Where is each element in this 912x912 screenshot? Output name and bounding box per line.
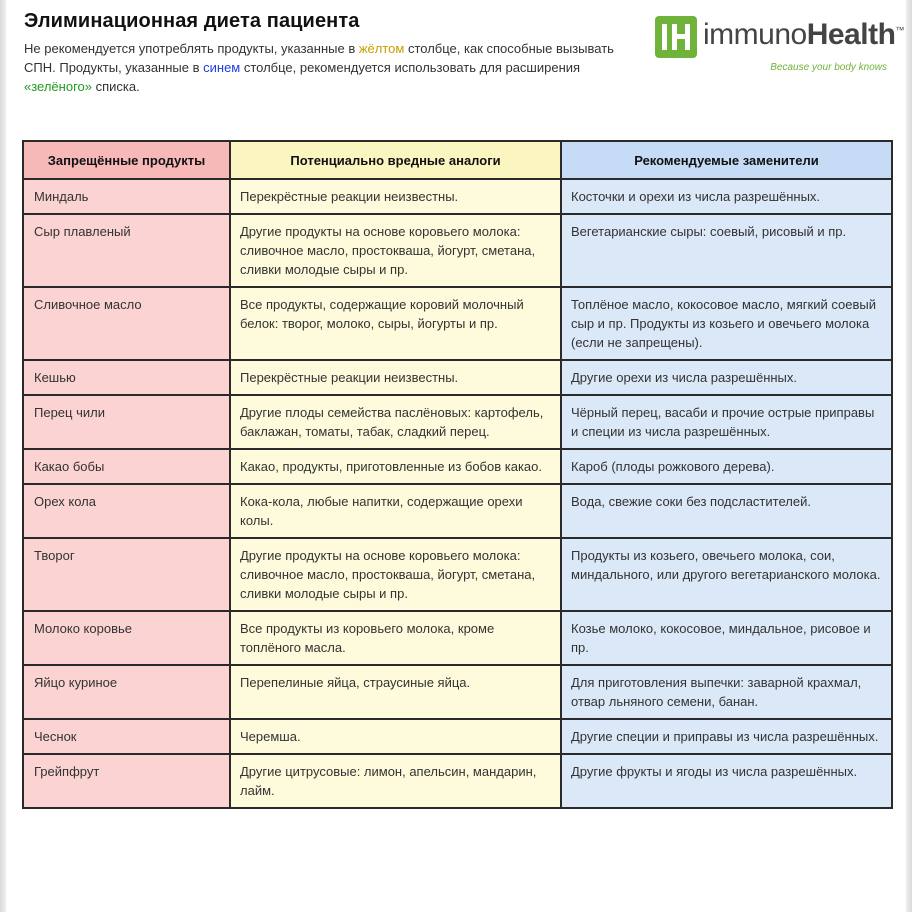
intro-part-4: списка. xyxy=(91,79,140,94)
table-row xyxy=(23,611,892,665)
recommended-cell: Чёрный перец, васаби и прочие острые приправы и специи из числа разрешённых. xyxy=(561,395,892,449)
forbidden-cell: Орех кола xyxy=(23,484,230,538)
forbidden-cell: Чеснок xyxy=(23,719,230,754)
harmful-analog-cell: Все продукты из коровьего молока, кроме топлёного масла. xyxy=(230,611,561,665)
forbidden-cell: Грейпфрут xyxy=(23,754,230,808)
header-recommended: Рекомендуемые заменители xyxy=(561,141,892,179)
table-row xyxy=(23,395,892,449)
logo-tagline: Because your body knows xyxy=(770,62,887,73)
recommended-cell: Кароб (плоды рожкового дерева). xyxy=(561,449,892,484)
forbidden-cell: Молоко коровье xyxy=(23,611,230,665)
recommended-cell: Продукты из козьего, овечьего молока, сои, миндального, или другого вегетарианского молока. xyxy=(561,538,892,611)
intro-part-1: Не рекомендуется употреблять продукты, указанные в xyxy=(24,41,359,56)
table-row xyxy=(23,214,892,287)
table-row xyxy=(23,754,892,808)
intro-part-2: столбце, как способные вызывать СПН. Продукты, указанные в xyxy=(24,41,614,75)
diet-table xyxy=(22,140,893,809)
intro-text xyxy=(24,39,624,96)
immunohealth-logo-icon xyxy=(655,16,697,58)
harmful-analog-cell: Какао, продукты, приготовленные из бобов какао. xyxy=(230,449,561,484)
table-row xyxy=(23,360,892,395)
harmful-analog-cell: Перепелиные яйца, страусиные яйца. xyxy=(230,665,561,719)
forbidden-cell: Сливочное масло xyxy=(23,287,230,360)
document-header xyxy=(24,10,624,96)
harmful-analog-cell: Все продукты, содержащие коровий молочный белок: творог, молоко, сыры, йогурты и пр. xyxy=(230,287,561,360)
page-title: Элиминационная диета пациента xyxy=(24,10,360,32)
harmful-analog-cell: Черемша. xyxy=(230,719,561,754)
forbidden-cell: Кешью xyxy=(23,360,230,395)
forbidden-cell: Яйцо куриное xyxy=(23,665,230,719)
table-row xyxy=(23,287,892,360)
harmful-analog-cell: Другие продукты на основе коровьего молока: сливочное масло, простокваша, йогурт, сметана, сливки молодые сыры и пр. xyxy=(230,538,561,611)
recommended-cell: Другие орехи из числа разрешённых. xyxy=(561,360,892,395)
harmful-analog-cell: Другие плоды семейства паслёновых: картофель, баклажан, томаты, табак, сладкий перец. xyxy=(230,395,561,449)
brand-logo xyxy=(655,16,904,76)
intro-blue-word: синем xyxy=(203,60,241,75)
table-body xyxy=(23,179,892,808)
intro-yellow-word: жёлтом xyxy=(358,41,405,56)
harmful-analog-cell: Кока-кола, любые напитки, содержащие орехи колы. xyxy=(230,484,561,538)
table-row xyxy=(23,449,892,484)
harmful-analog-cell: Другие цитрусовые: лимон, апельсин, мандарин, лайм. xyxy=(230,754,561,808)
table-row xyxy=(23,719,892,754)
page-edge-right xyxy=(906,0,912,912)
intro-green-word: «зелёного» xyxy=(24,79,92,94)
header-harmful-analogs: Потенциально вредные аналоги xyxy=(230,141,561,179)
table-row xyxy=(23,179,892,214)
recommended-cell: Вегетарианские сыры: соевый, рисовый и пр. xyxy=(561,214,892,287)
table-row xyxy=(23,665,892,719)
recommended-cell: Другие специи и приправы из числа разрешённых. xyxy=(561,719,892,754)
intro-part-3: столбце, рекомендуется использовать для расширения xyxy=(240,60,581,75)
header-forbidden: Запрещённые продукты xyxy=(23,141,230,179)
logo-brand-main: Health xyxy=(806,18,896,51)
table-row xyxy=(23,484,892,538)
recommended-cell: Косточки и орехи из числа разрешённых. xyxy=(561,179,892,214)
table-header-row xyxy=(23,141,892,179)
forbidden-cell: Творог xyxy=(23,538,230,611)
recommended-cell: Топлёное масло, кокосовое масло, мягкий соевый сыр и пр. Продукты из козьего и овечьего молока (если не запрещены). xyxy=(561,287,892,360)
table-row xyxy=(23,538,892,611)
recommended-cell: Другие фрукты и ягоды из числа разрешённых. xyxy=(561,754,892,808)
logo-wordmark xyxy=(703,18,904,52)
page-edge-left xyxy=(0,0,6,912)
forbidden-cell: Сыр плавленый xyxy=(23,214,230,287)
recommended-cell: Козье молоко, кокосовое, миндальное, рисовое и пр. xyxy=(561,611,892,665)
forbidden-cell: Какао бобы xyxy=(23,449,230,484)
logo-brand-prefix: immuno xyxy=(703,18,807,51)
recommended-cell: Для приготовления выпечки: заварной крахмал, отвар льняного семени, банан. xyxy=(561,665,892,719)
harmful-analog-cell: Перекрёстные реакции неизвестны. xyxy=(230,360,561,395)
logo-trademark: ™ xyxy=(895,25,904,35)
harmful-analog-cell: Другие продукты на основе коровьего молока: сливочное масло, простокваша, йогурт, сметана, сливки молодые сыры и пр. xyxy=(230,214,561,287)
recommended-cell: Вода, свежие соки без подсластителей. xyxy=(561,484,892,538)
forbidden-cell: Миндаль xyxy=(23,179,230,214)
forbidden-cell: Перец чили xyxy=(23,395,230,449)
harmful-analog-cell: Перекрёстные реакции неизвестны. xyxy=(230,179,561,214)
